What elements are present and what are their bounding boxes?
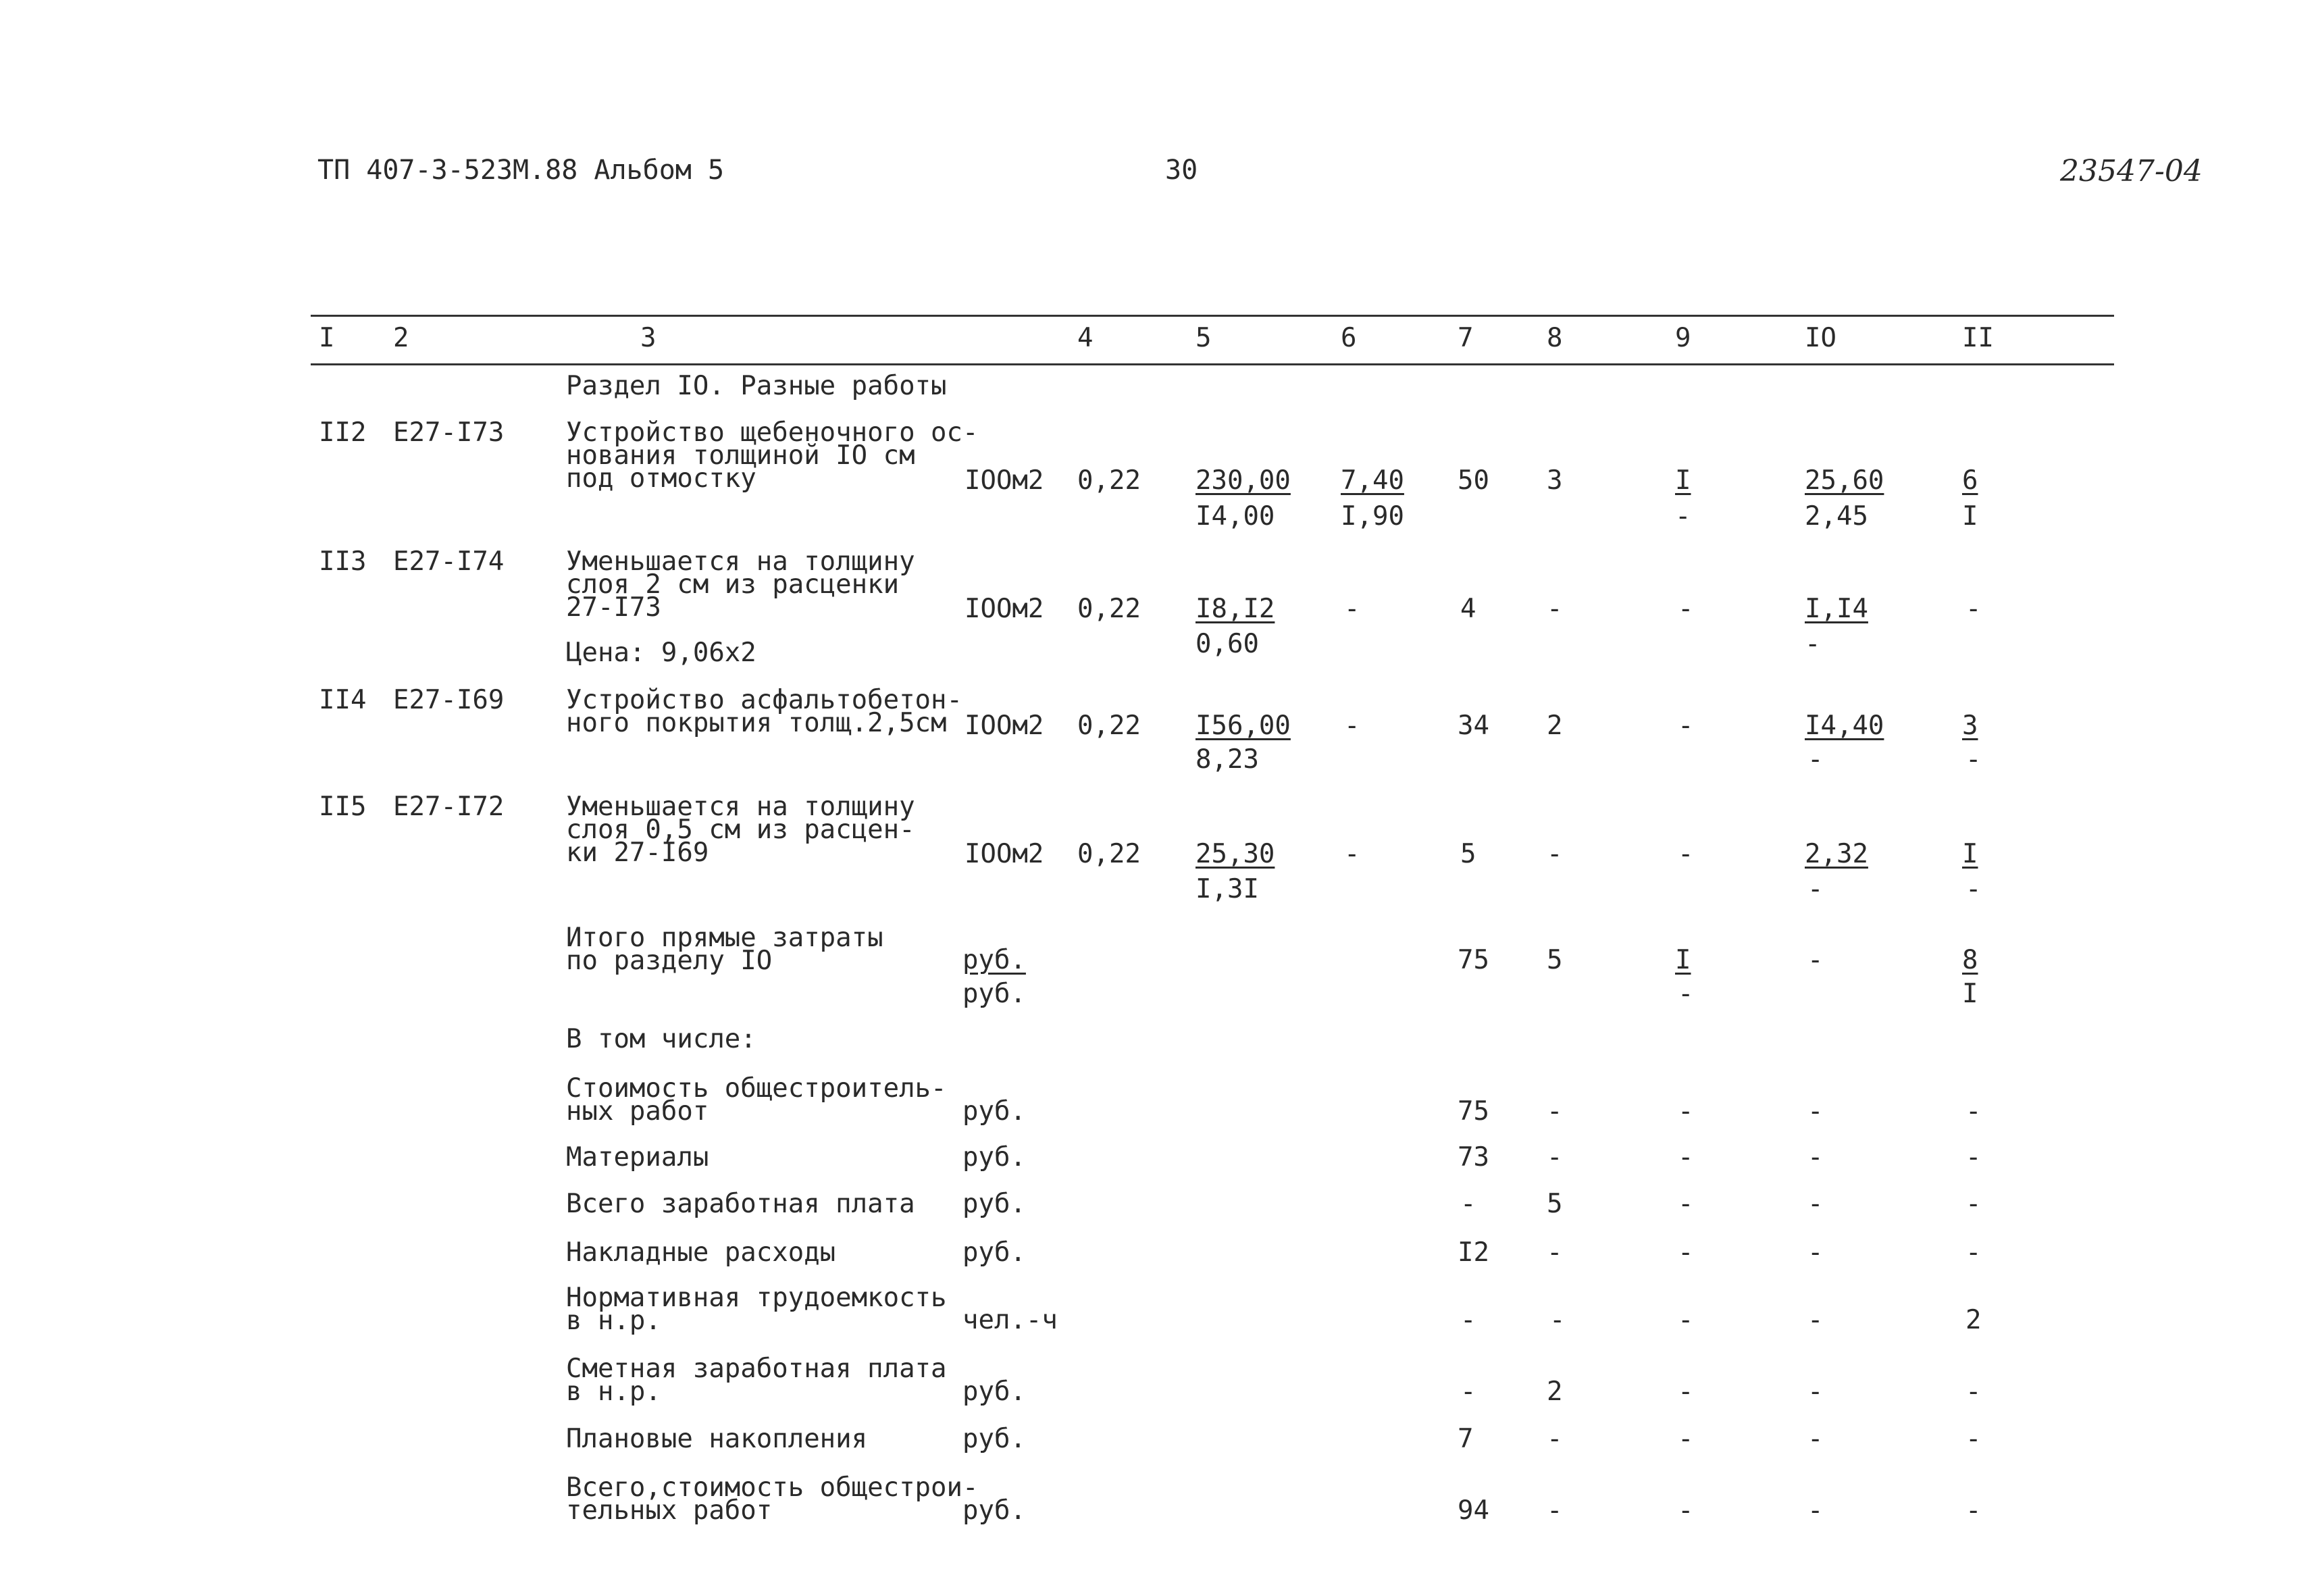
summary-c8: - xyxy=(1547,1495,1563,1526)
col-header-1: I xyxy=(319,323,335,353)
page-number: 30 xyxy=(1165,155,1198,186)
summary-c11: - xyxy=(1965,1424,1982,1454)
row-c11-bottom: - xyxy=(1965,744,1982,775)
col-header-8: 8 xyxy=(1547,323,1563,353)
summary-c9: - xyxy=(1678,1189,1694,1219)
summary-c8: - xyxy=(1547,1142,1563,1173)
summary-c9: - xyxy=(1678,1495,1694,1526)
row-code: Е27-I69 xyxy=(393,685,505,715)
col-header-10: IO xyxy=(1805,323,1836,353)
total-c11-bottom: I xyxy=(1962,979,1978,1009)
col-header-9: 9 xyxy=(1675,323,1691,353)
row-c9: - xyxy=(1678,839,1694,869)
row-number: II5 xyxy=(319,792,367,822)
row-c9: - xyxy=(1678,594,1694,624)
summary-unit: руб. xyxy=(962,1237,1026,1268)
summary-description: Материалы xyxy=(566,1142,709,1173)
summary-c10: - xyxy=(1807,1237,1824,1268)
summary-c9: - xyxy=(1678,1376,1694,1407)
section-title: Раздел IO. Разные работы xyxy=(566,371,947,401)
including-label: В том числе: xyxy=(566,1024,756,1054)
summary-c10: - xyxy=(1807,1424,1824,1454)
table-top-rule xyxy=(311,315,2114,317)
col-header-4: 4 xyxy=(1077,323,1094,353)
row-code: Е27-I72 xyxy=(393,792,505,822)
row-description: Устройство щебеночного ос- нования толщиной IO см под отмостку xyxy=(566,417,979,494)
row-c5-bottom: I,3I xyxy=(1195,874,1259,904)
row-c6: - xyxy=(1344,711,1360,741)
row-unit: IOOм2 xyxy=(965,465,1044,496)
row-c5-top: 25,30 xyxy=(1195,839,1275,869)
summary-c7: 94 xyxy=(1458,1495,1489,1526)
summary-c10: - xyxy=(1807,1096,1824,1127)
col-header-5: 5 xyxy=(1195,323,1212,353)
summary-unit: руб. xyxy=(962,1096,1026,1127)
document-header-left: ТП 407-3-523М.88 Альбом 5 xyxy=(317,155,725,186)
row-price-note: Цена: 9,06x2 xyxy=(566,638,756,668)
row-c11-bottom: I xyxy=(1962,501,1978,532)
summary-c10: - xyxy=(1807,1376,1824,1407)
row-c10-bottom: - xyxy=(1807,744,1824,775)
row-c5-top: I8,I2 xyxy=(1195,594,1275,624)
summary-c8: - xyxy=(1549,1305,1566,1335)
row-unit: IOOм2 xyxy=(965,711,1044,741)
col-header-6: 6 xyxy=(1341,323,1357,353)
row-c5-bottom: 8,23 xyxy=(1195,744,1259,775)
summary-c11: 2 xyxy=(1965,1305,1982,1335)
summary-description: Всего заработная плата xyxy=(566,1189,915,1219)
summary-c8: 2 xyxy=(1547,1376,1563,1407)
col-header-2: 2 xyxy=(393,323,409,353)
total-c9-bottom: - xyxy=(1678,979,1694,1009)
summary-c8: - xyxy=(1547,1424,1563,1454)
row-c11-top: I xyxy=(1962,839,1978,869)
row-code: Е27-I74 xyxy=(393,546,505,577)
row-c11-bottom: - xyxy=(1965,874,1982,904)
total-c10: - xyxy=(1807,945,1824,975)
row-c10-top: 25,60 xyxy=(1805,465,1884,496)
row-c5-bottom: I4,00 xyxy=(1195,501,1275,532)
summary-c7: I2 xyxy=(1458,1237,1489,1268)
total-unit-top: руб. xyxy=(962,945,1026,975)
row-quantity: 0,22 xyxy=(1077,594,1141,624)
row-c8: - xyxy=(1547,594,1563,624)
summary-unit: руб. xyxy=(962,1142,1026,1173)
total-c7: 75 xyxy=(1458,945,1489,975)
summary-description: Сметная заработная плата в н.р. xyxy=(566,1354,947,1407)
row-c7: 50 xyxy=(1458,465,1489,496)
col-header-7: 7 xyxy=(1458,323,1474,353)
row-c5-top: 230,00 xyxy=(1195,465,1291,496)
total-c9-top: I xyxy=(1675,945,1691,975)
row-c6-top: 7,40 xyxy=(1341,465,1404,496)
row-c7: 4 xyxy=(1460,594,1476,624)
summary-c9: - xyxy=(1678,1096,1694,1127)
summary-unit: руб. xyxy=(962,1376,1026,1407)
summary-c7: - xyxy=(1460,1189,1476,1219)
row-c11: - xyxy=(1965,594,1982,624)
row-c9: - xyxy=(1678,711,1694,741)
row-number: II2 xyxy=(319,417,367,448)
summary-c11: - xyxy=(1965,1495,1982,1526)
row-c6: - xyxy=(1344,594,1360,624)
summary-c7: 7 xyxy=(1458,1424,1474,1454)
summary-unit: руб. xyxy=(962,1189,1026,1219)
row-number: II3 xyxy=(319,546,367,577)
row-quantity: 0,22 xyxy=(1077,711,1141,741)
row-quantity: 0,22 xyxy=(1077,465,1141,496)
row-unit: IOOм2 xyxy=(965,839,1044,869)
summary-c7: 73 xyxy=(1458,1142,1489,1173)
total-description: Итого прямые затраты по разделу IO xyxy=(566,923,883,976)
summary-c10: - xyxy=(1807,1495,1824,1526)
summary-c11: - xyxy=(1965,1237,1982,1268)
document-inventory-number: 23547-04 xyxy=(2060,154,2203,188)
row-c9-top: I xyxy=(1675,465,1691,496)
summary-c9: - xyxy=(1678,1142,1694,1173)
row-description: Устройство асфальтобетон- ного покрытия толщ.2,5см xyxy=(566,685,962,738)
row-code: Е27-I73 xyxy=(393,417,505,448)
summary-c11: - xyxy=(1965,1376,1982,1407)
summary-c9: - xyxy=(1678,1424,1694,1454)
row-c10-top: I4,40 xyxy=(1805,711,1884,741)
summary-c8: - xyxy=(1547,1096,1563,1127)
row-number: II4 xyxy=(319,685,367,715)
table-header-rule xyxy=(311,363,2114,365)
row-c6: - xyxy=(1344,839,1360,869)
summary-c10: - xyxy=(1807,1305,1824,1335)
total-c8: 5 xyxy=(1547,945,1563,975)
summary-unit: чел.-ч xyxy=(962,1305,1058,1335)
col-header-11: II xyxy=(1962,323,1994,353)
summary-c11: - xyxy=(1965,1189,1982,1219)
row-c5-top: I56,00 xyxy=(1195,711,1291,741)
row-c11-top: 3 xyxy=(1962,711,1978,741)
row-c10-top: I,I4 xyxy=(1805,594,1868,624)
summary-c8: 5 xyxy=(1547,1189,1563,1219)
row-c10-top: 2,32 xyxy=(1805,839,1868,869)
summary-c11: - xyxy=(1965,1142,1982,1173)
summary-c9: - xyxy=(1678,1305,1694,1335)
row-c8: 3 xyxy=(1547,465,1563,496)
summary-c10: - xyxy=(1807,1189,1824,1219)
row-c6-bottom: I,90 xyxy=(1341,501,1404,532)
row-c10-bottom: 2,45 xyxy=(1805,501,1868,532)
row-unit: IOOм2 xyxy=(965,594,1044,624)
summary-description: Плановые накопления xyxy=(566,1424,868,1454)
row-c7: 5 xyxy=(1460,839,1476,869)
row-quantity: 0,22 xyxy=(1077,839,1141,869)
summary-c10: - xyxy=(1807,1142,1824,1173)
summary-description: Всего,стоимость общестрои- тельных работ xyxy=(566,1472,979,1526)
row-c8: 2 xyxy=(1547,711,1563,741)
row-c10-bottom: - xyxy=(1807,874,1824,904)
row-c11-top: 6 xyxy=(1962,465,1978,496)
row-description: Уменьшается на толщину слоя 2 см из расценки 27-I73 xyxy=(566,546,915,623)
total-unit-bottom: руб. xyxy=(962,979,1026,1009)
row-c5-bottom: 0,60 xyxy=(1195,629,1259,659)
row-c9-bottom: - xyxy=(1675,501,1691,532)
summary-c11: - xyxy=(1965,1096,1982,1127)
summary-c7: - xyxy=(1460,1376,1476,1407)
summary-description: Нормативная трудоемкость в н.р. xyxy=(566,1283,947,1336)
summary-description: Стоимость общестроитель- ных работ xyxy=(566,1073,947,1127)
summary-c8: - xyxy=(1547,1237,1563,1268)
summary-c7: - xyxy=(1460,1305,1476,1335)
row-c10-bottom: - xyxy=(1805,629,1821,659)
summary-unit: руб. xyxy=(962,1424,1026,1454)
total-c11-top: 8 xyxy=(1962,945,1978,975)
row-description: Уменьшается на толщину слоя 0,5 см из расцен- ки 27-I69 xyxy=(566,792,915,868)
summary-c9: - xyxy=(1678,1237,1694,1268)
row-c7: 34 xyxy=(1458,711,1489,741)
col-header-3: 3 xyxy=(640,323,657,353)
summary-unit: руб. xyxy=(962,1495,1026,1526)
row-c8: - xyxy=(1547,839,1563,869)
summary-description: Накладные расходы xyxy=(566,1237,836,1268)
summary-c7: 75 xyxy=(1458,1096,1489,1127)
